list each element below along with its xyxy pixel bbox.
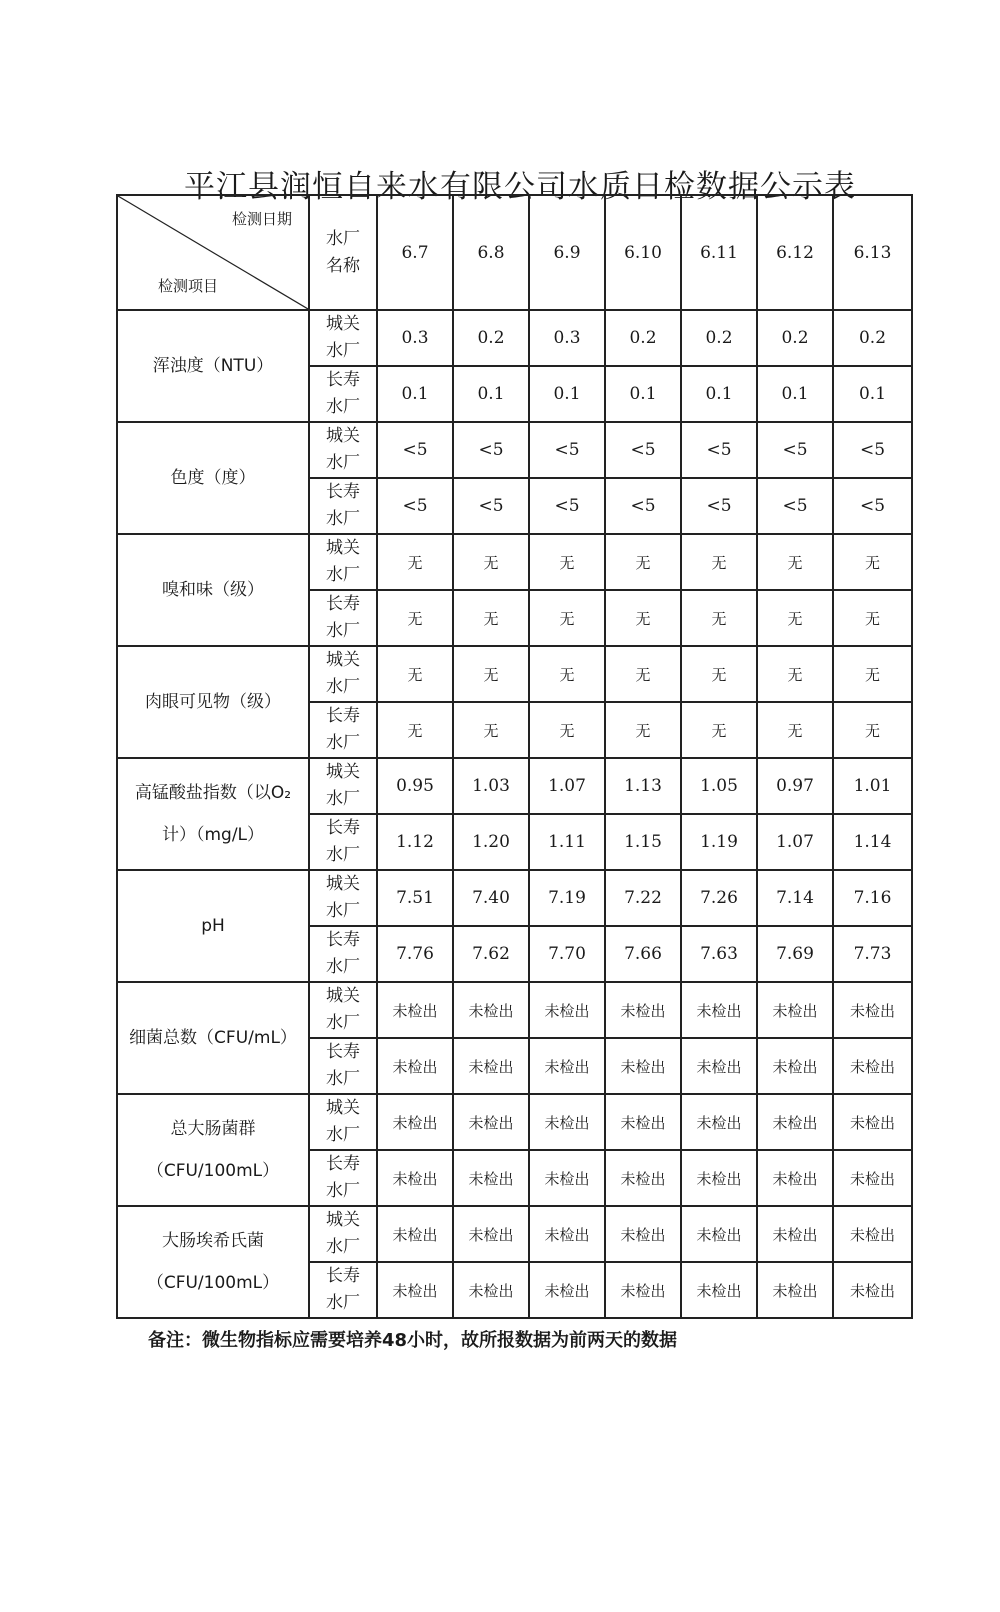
- plant-header-cell: 水厂 名称: [309, 195, 377, 310]
- value-cell: 无: [529, 534, 605, 590]
- date-header: 6.12: [757, 195, 833, 310]
- test-item-cell: 大肠埃希氏菌（CFU/100mL）: [117, 1206, 309, 1318]
- value-cell: 无: [833, 590, 912, 646]
- plant-name-cell: 长寿 水厂: [309, 926, 377, 982]
- value-cell: 1.13: [605, 758, 681, 814]
- value-cell: 未检出: [605, 1262, 681, 1318]
- value-cell: 7.66: [605, 926, 681, 982]
- value-cell: 未检出: [681, 982, 757, 1038]
- date-header: 6.8: [453, 195, 529, 310]
- value-cell: 无: [377, 646, 453, 702]
- value-cell: 1.11: [529, 814, 605, 870]
- value-cell: 0.97: [757, 758, 833, 814]
- value-cell: 无: [453, 534, 529, 590]
- value-cell: 无: [529, 590, 605, 646]
- value-cell: <5: [681, 478, 757, 534]
- plant-name-cell: 长寿 水厂: [309, 702, 377, 758]
- value-cell: <5: [681, 422, 757, 478]
- plant-name-cell: 长寿 水厂: [309, 366, 377, 422]
- value-cell: 未检出: [681, 1094, 757, 1150]
- value-cell: 未检出: [757, 1094, 833, 1150]
- value-cell: 0.1: [681, 366, 757, 422]
- table-row: [117, 646, 912, 702]
- value-cell: 0.1: [605, 366, 681, 422]
- value-cell: 无: [681, 702, 757, 758]
- value-cell: 0.3: [529, 310, 605, 366]
- date-header: 6.7: [377, 195, 453, 310]
- value-cell: 无: [757, 534, 833, 590]
- value-cell: 无: [605, 702, 681, 758]
- plant-name-cell: 长寿 水厂: [309, 814, 377, 870]
- value-cell: 无: [529, 702, 605, 758]
- value-cell: 7.40: [453, 870, 529, 926]
- value-cell: 无: [377, 702, 453, 758]
- value-cell: <5: [529, 422, 605, 478]
- table-row: [117, 1206, 912, 1262]
- value-cell: 7.16: [833, 870, 912, 926]
- value-cell: 未检出: [833, 1262, 912, 1318]
- table-row: [117, 758, 912, 814]
- value-cell: 无: [605, 590, 681, 646]
- plant-name-cell: 城关 水厂: [309, 1094, 377, 1150]
- plant-name-cell: 长寿 水厂: [309, 1150, 377, 1206]
- value-cell: 0.2: [453, 310, 529, 366]
- plant-name-cell: 城关 水厂: [309, 758, 377, 814]
- table-row: [117, 422, 912, 478]
- value-cell: 1.03: [453, 758, 529, 814]
- test-item-cell: 浑浊度（NTU）: [117, 310, 309, 422]
- table-row: [117, 870, 912, 926]
- test-item-cell: 色度（度）: [117, 422, 309, 534]
- value-cell: 未检出: [377, 1206, 453, 1262]
- value-cell: 0.2: [757, 310, 833, 366]
- value-cell: 1.14: [833, 814, 912, 870]
- value-cell: 0.2: [681, 310, 757, 366]
- value-cell: 0.1: [377, 366, 453, 422]
- plant-name-cell: 城关 水厂: [309, 310, 377, 366]
- value-cell: 0.1: [529, 366, 605, 422]
- table-row: [117, 534, 912, 590]
- value-cell: 无: [833, 702, 912, 758]
- date-header: 6.9: [529, 195, 605, 310]
- test-item-cell: 嗅和味（级）: [117, 534, 309, 646]
- value-cell: 未检出: [605, 982, 681, 1038]
- value-cell: 无: [529, 646, 605, 702]
- value-cell: 未检出: [681, 1262, 757, 1318]
- value-cell: 1.20: [453, 814, 529, 870]
- corner-date-label: 检测日期: [231, 210, 292, 228]
- plant-name-cell: 长寿 水厂: [309, 478, 377, 534]
- value-cell: 1.05: [681, 758, 757, 814]
- value-cell: 未检出: [833, 1150, 912, 1206]
- water-quality-table: [116, 194, 913, 1319]
- value-cell: 未检出: [833, 1038, 912, 1094]
- value-cell: 未检出: [453, 1150, 529, 1206]
- value-cell: 未检出: [377, 1094, 453, 1150]
- value-cell: 未检出: [377, 1150, 453, 1206]
- value-cell: 无: [377, 590, 453, 646]
- value-cell: 未检出: [757, 1262, 833, 1318]
- value-cell: 未检出: [681, 1206, 757, 1262]
- value-cell: <5: [529, 478, 605, 534]
- value-cell: 无: [833, 534, 912, 590]
- value-cell: 未检出: [529, 1206, 605, 1262]
- header-row: [117, 195, 912, 310]
- value-cell: <5: [453, 422, 529, 478]
- value-cell: 7.19: [529, 870, 605, 926]
- value-cell: 未检出: [833, 1206, 912, 1262]
- value-cell: 0.1: [757, 366, 833, 422]
- value-cell: 未检出: [453, 1206, 529, 1262]
- value-cell: <5: [833, 478, 912, 534]
- value-cell: 7.26: [681, 870, 757, 926]
- value-cell: 未检出: [377, 982, 453, 1038]
- value-cell: 未检出: [605, 1206, 681, 1262]
- value-cell: 7.63: [681, 926, 757, 982]
- value-cell: 未检出: [453, 982, 529, 1038]
- value-cell: 未检出: [377, 1262, 453, 1318]
- footnote: 备注：微生物指标应需要培养48小时，故所报数据为前两天的数据: [148, 1330, 678, 1351]
- value-cell: 未检出: [529, 982, 605, 1038]
- value-cell: 1.01: [833, 758, 912, 814]
- value-cell: <5: [377, 478, 453, 534]
- value-cell: 未检出: [529, 1262, 605, 1318]
- plant-name-cell: 城关 水厂: [309, 982, 377, 1038]
- test-item-cell: 肉眼可见物（级）: [117, 646, 309, 758]
- value-cell: 1.07: [757, 814, 833, 870]
- value-cell: 未检出: [453, 1094, 529, 1150]
- value-cell: 无: [681, 534, 757, 590]
- date-header: 6.11: [681, 195, 757, 310]
- value-cell: 无: [833, 646, 912, 702]
- value-cell: 无: [757, 702, 833, 758]
- test-item-cell: 高锰酸盐指数（以O₂计）（mg/L）: [117, 758, 309, 870]
- value-cell: 7.76: [377, 926, 453, 982]
- value-cell: 未检出: [681, 1038, 757, 1094]
- test-item-cell: pH: [117, 870, 309, 982]
- plant-name-cell: 长寿 水厂: [309, 1038, 377, 1094]
- plant-name-cell: 城关 水厂: [309, 646, 377, 702]
- plant-name-cell: 长寿 水厂: [309, 1262, 377, 1318]
- plant-name-cell: 城关 水厂: [309, 1206, 377, 1262]
- value-cell: <5: [833, 422, 912, 478]
- value-cell: 未检出: [377, 1038, 453, 1094]
- value-cell: 未检出: [605, 1150, 681, 1206]
- value-cell: 7.69: [757, 926, 833, 982]
- value-cell: 未检出: [605, 1038, 681, 1094]
- value-cell: 未检出: [529, 1150, 605, 1206]
- value-cell: 未检出: [453, 1038, 529, 1094]
- value-cell: 未检出: [605, 1094, 681, 1150]
- value-cell: <5: [757, 478, 833, 534]
- value-cell: 0.2: [833, 310, 912, 366]
- value-cell: <5: [605, 478, 681, 534]
- value-cell: 未检出: [757, 1038, 833, 1094]
- value-cell: 无: [605, 534, 681, 590]
- value-cell: 未检出: [453, 1262, 529, 1318]
- value-cell: 无: [757, 646, 833, 702]
- table-row: [117, 1094, 912, 1150]
- value-cell: 无: [377, 534, 453, 590]
- value-cell: 7.70: [529, 926, 605, 982]
- value-cell: 0.3: [377, 310, 453, 366]
- value-cell: 无: [453, 646, 529, 702]
- value-cell: <5: [453, 478, 529, 534]
- plant-name-cell: 城关 水厂: [309, 422, 377, 478]
- value-cell: 无: [757, 590, 833, 646]
- value-cell: 7.62: [453, 926, 529, 982]
- value-cell: 未检出: [833, 982, 912, 1038]
- date-header: 6.13: [833, 195, 912, 310]
- page-title: 平江县润恒自来水有限公司水质日检数据公示表: [184, 168, 856, 205]
- value-cell: 7.73: [833, 926, 912, 982]
- value-cell: 7.14: [757, 870, 833, 926]
- value-cell: 7.51: [377, 870, 453, 926]
- value-cell: 1.12: [377, 814, 453, 870]
- plant-name-cell: 长寿 水厂: [309, 590, 377, 646]
- table-row: [117, 982, 912, 1038]
- value-cell: 无: [681, 646, 757, 702]
- value-cell: 无: [453, 590, 529, 646]
- value-cell: <5: [605, 422, 681, 478]
- value-cell: 未检出: [529, 1094, 605, 1150]
- value-cell: 未检出: [833, 1094, 912, 1150]
- value-cell: 无: [681, 590, 757, 646]
- plant-name-cell: 城关 水厂: [309, 534, 377, 590]
- value-cell: <5: [757, 422, 833, 478]
- value-cell: 0.2: [605, 310, 681, 366]
- value-cell: 0.95: [377, 758, 453, 814]
- corner-item-label: 检测项目: [157, 277, 218, 295]
- value-cell: 无: [605, 646, 681, 702]
- plant-name-cell: 城关 水厂: [309, 870, 377, 926]
- value-cell: 未检出: [757, 982, 833, 1038]
- value-cell: 未检出: [757, 1206, 833, 1262]
- value-cell: <5: [377, 422, 453, 478]
- test-item-cell: 总大肠菌群（CFU/100mL）: [117, 1094, 309, 1206]
- value-cell: 1.07: [529, 758, 605, 814]
- value-cell: 7.22: [605, 870, 681, 926]
- value-cell: 1.15: [605, 814, 681, 870]
- value-cell: 未检出: [757, 1150, 833, 1206]
- value-cell: 无: [453, 702, 529, 758]
- test-item-cell: 细菌总数（CFU/mL）: [117, 982, 309, 1094]
- value-cell: 未检出: [681, 1150, 757, 1206]
- value-cell: 未检出: [529, 1038, 605, 1094]
- value-cell: 0.1: [833, 366, 912, 422]
- value-cell: 0.1: [453, 366, 529, 422]
- table-row: [117, 310, 912, 366]
- value-cell: 1.19: [681, 814, 757, 870]
- date-header: 6.10: [605, 195, 681, 310]
- corner-header-cell: [117, 195, 309, 310]
